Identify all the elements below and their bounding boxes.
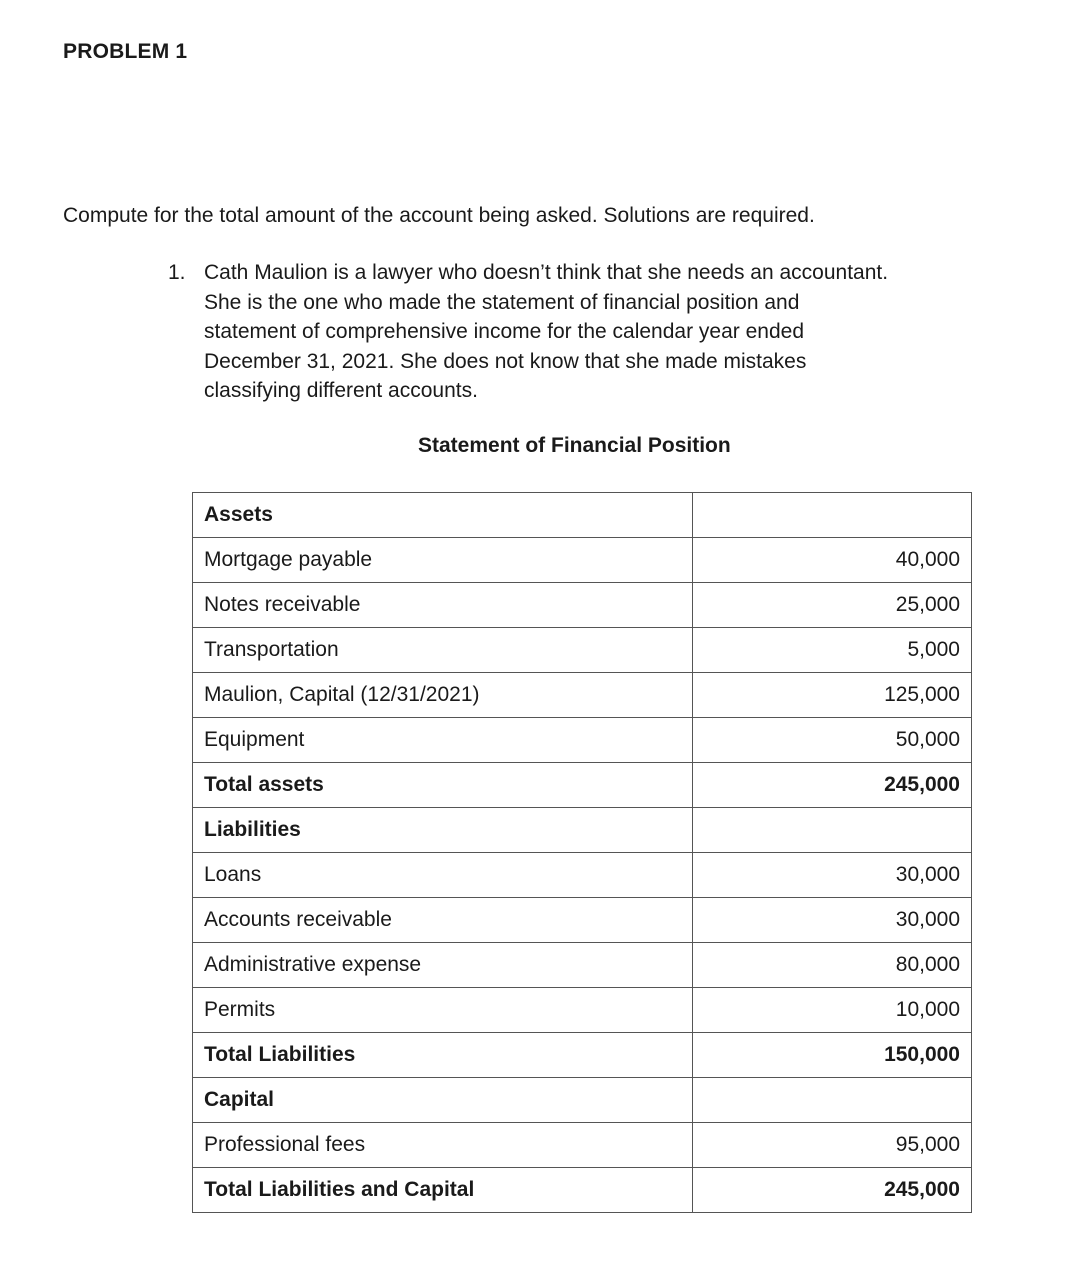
account-label: Notes receivable — [193, 583, 693, 628]
account-amount — [693, 808, 972, 853]
account-label: Mortgage payable — [193, 538, 693, 583]
account-amount: 80,000 — [693, 943, 972, 988]
table-row — [193, 538, 972, 583]
financial-position-table-body — [193, 493, 972, 1213]
account-amount: 5,000 — [693, 628, 972, 673]
account-amount: 150,000 — [693, 1033, 972, 1078]
question-line: statement of comprehensive income for the calendar year ended — [204, 320, 805, 343]
account-label: Loans — [193, 853, 693, 898]
question-body — [204, 258, 994, 406]
question-line: Cath Maulion is a lawyer who doesn’t think that she needs an accountant. — [204, 261, 889, 284]
account-amount — [693, 1078, 972, 1123]
account-label: Administrative expense — [193, 943, 693, 988]
account-amount: 25,000 — [693, 583, 972, 628]
account-label: Equipment — [193, 718, 693, 763]
table-row — [193, 583, 972, 628]
account-label: Professional fees — [193, 1123, 693, 1168]
question-number: 1. — [168, 261, 186, 284]
question-line: She is the one who made the statement of financial position and — [204, 290, 800, 314]
account-amount: 245,000 — [693, 763, 972, 808]
account-amount: 245,000 — [693, 1168, 972, 1213]
table-row — [193, 1168, 972, 1213]
account-label: Maulion, Capital (12/31/2021) — [193, 673, 693, 718]
instructions-text: Compute for the total amount of the account being asked. Solutions are required. — [63, 204, 815, 227]
table-row — [193, 493, 972, 538]
table-row — [193, 1123, 972, 1168]
table-row — [193, 988, 972, 1033]
account-label: Total Liabilities — [193, 1033, 693, 1078]
account-label: Accounts receivable — [193, 898, 693, 943]
account-amount: 30,000 — [693, 898, 972, 943]
table-row — [193, 1078, 972, 1123]
table-row — [193, 673, 972, 718]
table-row — [193, 628, 972, 673]
account-amount: 40,000 — [693, 538, 972, 583]
account-label: Capital — [193, 1078, 693, 1123]
account-amount — [693, 493, 972, 538]
account-label: Total Liabilities and Capital — [193, 1168, 693, 1213]
problem-heading: PROBLEM 1 — [63, 40, 188, 63]
table-row — [193, 808, 972, 853]
question-line: classifying different accounts. — [204, 379, 478, 402]
account-amount: 95,000 — [693, 1123, 972, 1168]
account-label: Transportation — [193, 628, 693, 673]
account-amount: 10,000 — [693, 988, 972, 1033]
statement-title: Statement of Financial Position — [418, 434, 731, 457]
account-label: Total assets — [193, 763, 693, 808]
table-row — [193, 763, 972, 808]
account-label: Permits — [193, 988, 693, 1033]
question-line: December 31, 2021. She does not know that she made mistakes — [204, 349, 807, 373]
table-row — [193, 943, 972, 988]
account-amount: 125,000 — [693, 673, 972, 718]
account-amount: 30,000 — [693, 853, 972, 898]
table-row — [193, 853, 972, 898]
account-label: Assets — [193, 493, 693, 538]
account-amount: 50,000 — [693, 718, 972, 763]
table-row — [193, 718, 972, 763]
account-label: Liabilities — [193, 808, 693, 853]
table-row — [193, 1033, 972, 1078]
table-row — [193, 898, 972, 943]
financial-position-table — [192, 492, 972, 1213]
